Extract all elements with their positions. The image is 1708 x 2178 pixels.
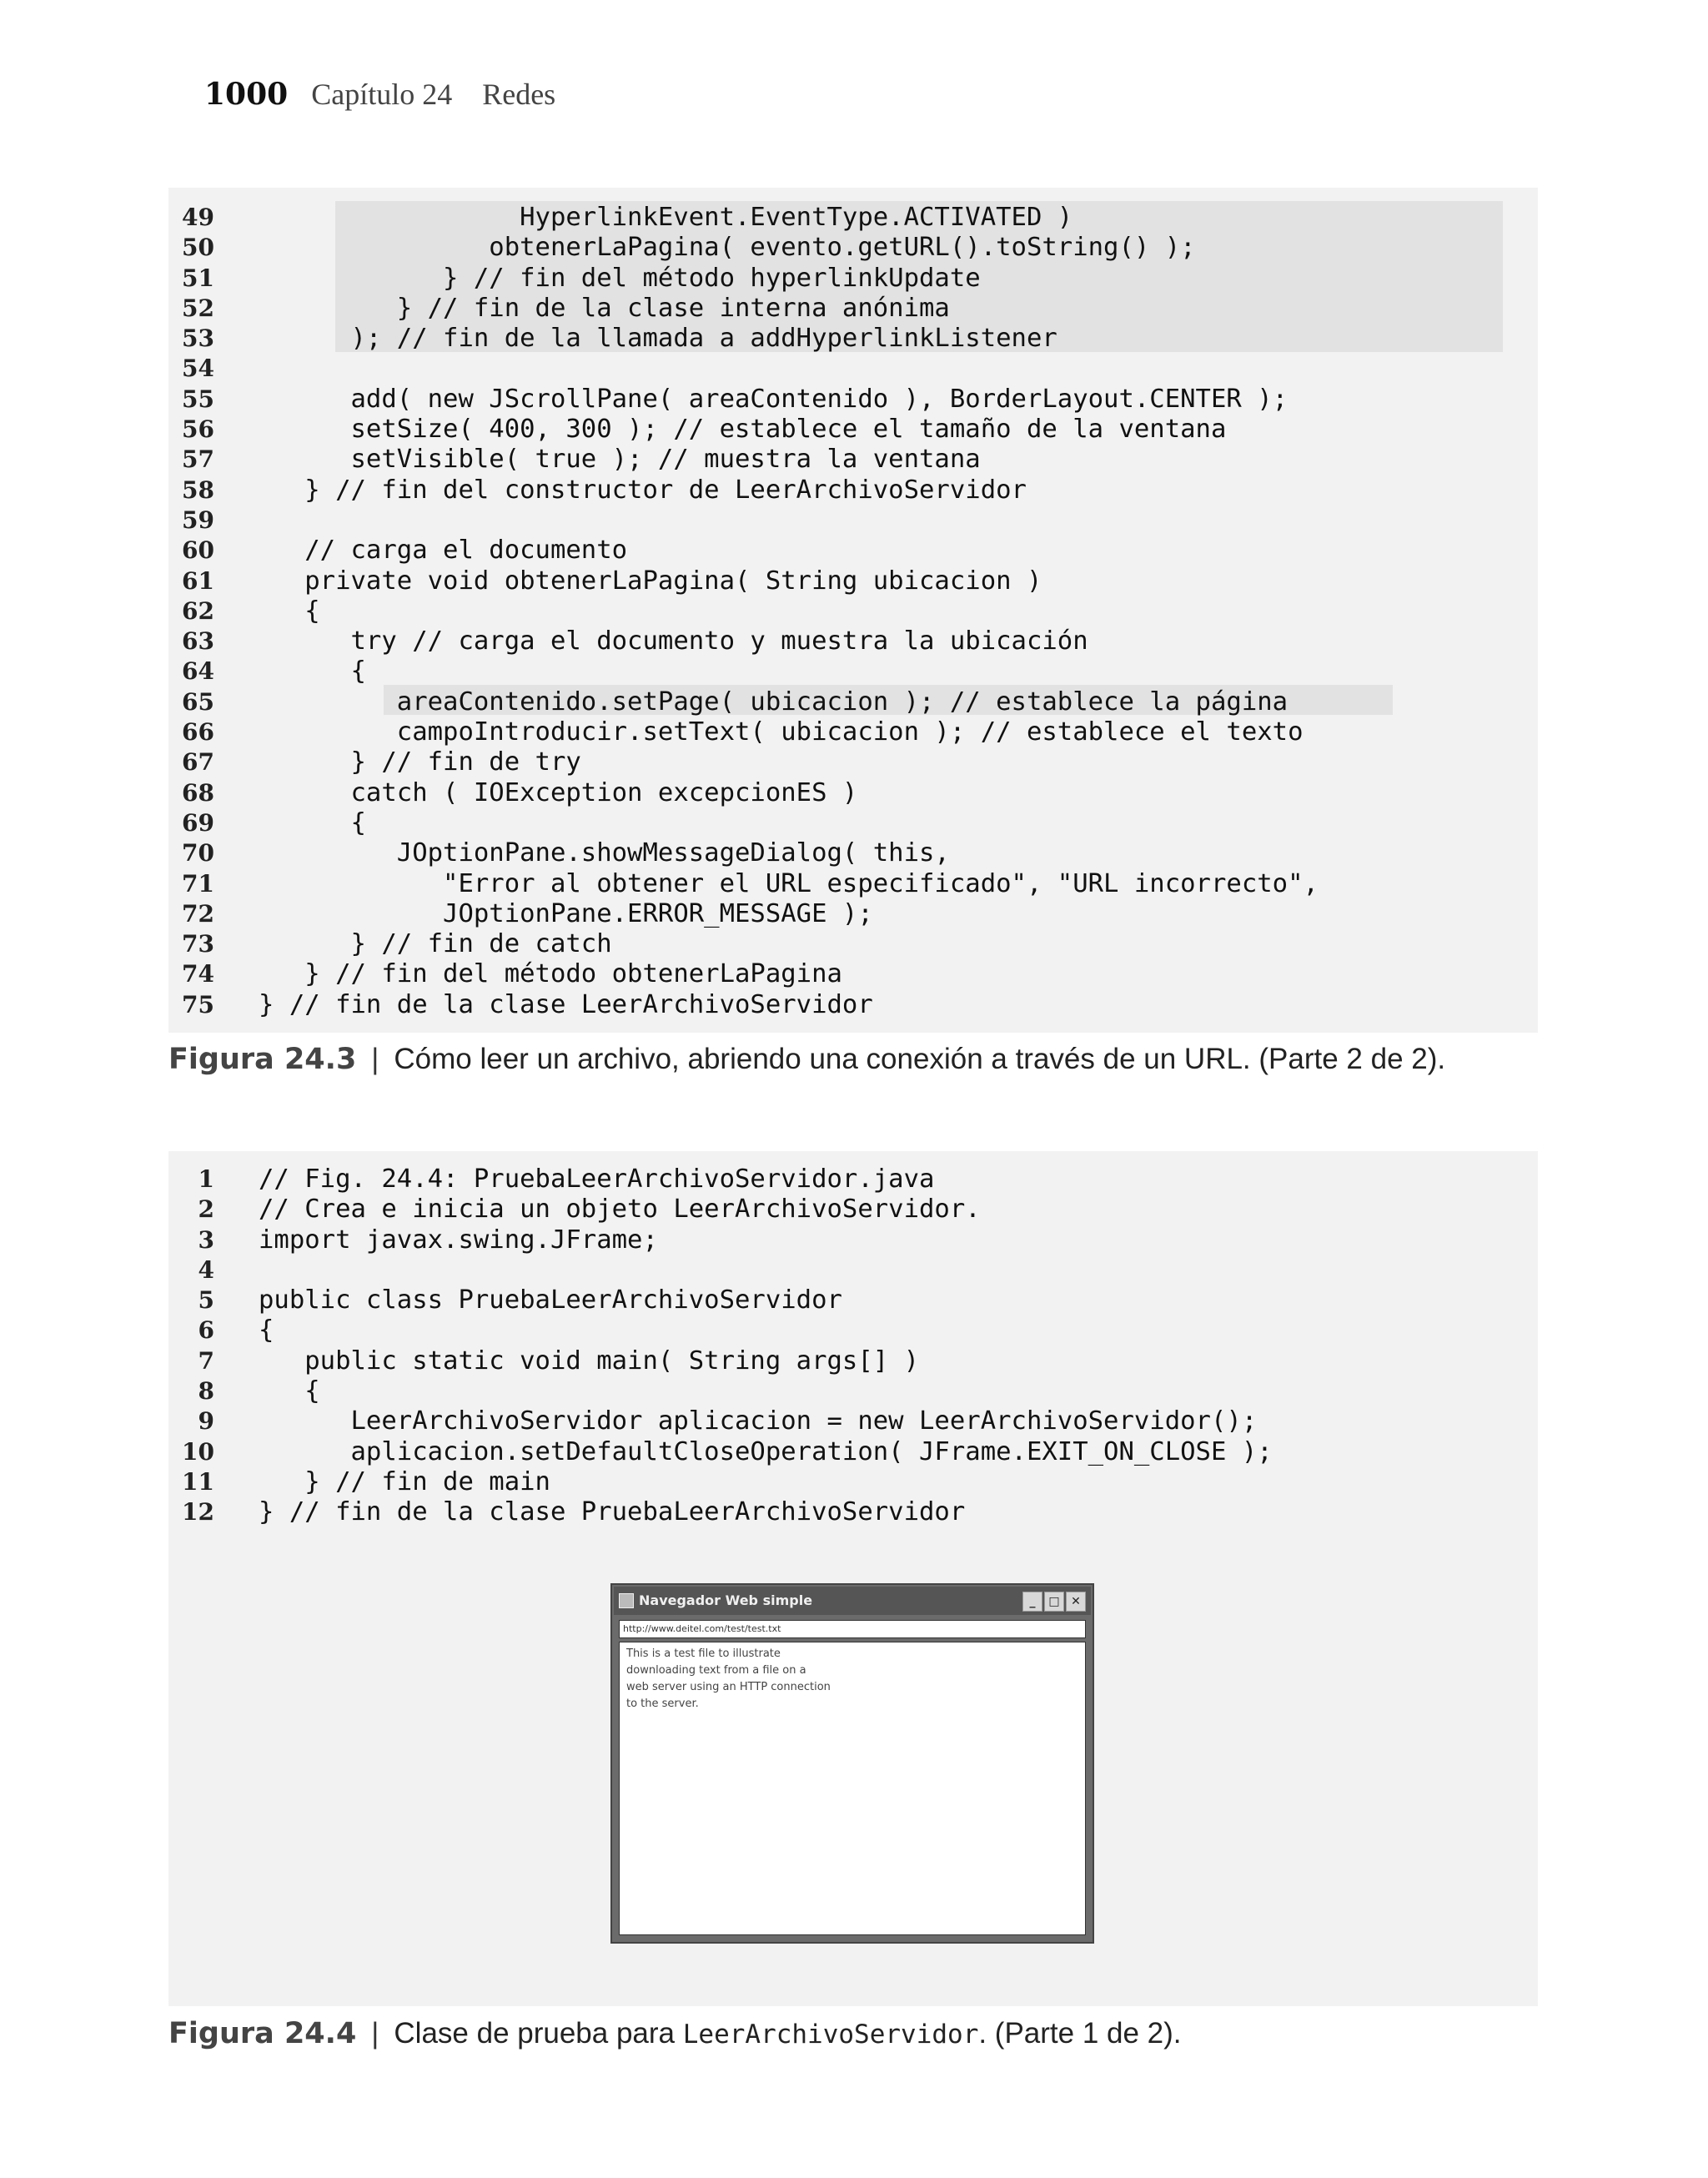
chapter-label: Capítulo 24 <box>311 78 453 111</box>
code-text: } // fin del constructor de LeerArchivoServidor <box>259 475 1027 505</box>
line-number: 68 <box>182 778 214 807</box>
code-text: { <box>259 1315 274 1346</box>
maximize-icon[interactable]: □ <box>1044 1592 1064 1612</box>
code-line <box>177 445 1538 475</box>
code-text: "Error al obtener el URL especificado", "URL incorrecto", <box>259 868 1319 898</box>
code-text: } // fin del método obtenerLaPagina <box>259 959 842 989</box>
line-number: 67 <box>182 748 214 777</box>
line-number: 6 <box>198 1316 214 1345</box>
content-area <box>619 1642 1086 1935</box>
line-number: 66 <box>182 718 214 747</box>
code-text: } // fin de catch <box>259 929 612 959</box>
line-number: 49 <box>182 204 214 231</box>
code-text: { <box>259 656 366 687</box>
line-number: 60 <box>182 536 214 565</box>
code-line <box>177 1437 1538 1467</box>
line-number: 11 <box>182 1467 214 1496</box>
code-text: catch ( IOException excepcionES ) <box>259 777 858 807</box>
line-number: 72 <box>182 899 214 928</box>
code-line <box>177 264 1538 294</box>
code-text: } // fin de main <box>259 1466 550 1496</box>
minimize-icon[interactable]: _ <box>1022 1592 1042 1612</box>
content-line: web server using an HTTP connection <box>626 1681 831 1693</box>
caption-separator: | <box>371 2017 379 2050</box>
code-line <box>177 747 1538 777</box>
code-line <box>177 1315 1538 1346</box>
code-line <box>177 1255 1538 1285</box>
code-text: } // fin de la clase LeerArchivoServidor <box>259 989 873 1019</box>
code-text: } // fin de try <box>259 747 581 777</box>
code-line <box>177 838 1538 868</box>
code-text: aplicacion.setDefaultCloseOperation( JFrame.EXIT_ON_CLOSE ); <box>259 1436 1273 1466</box>
caption-separator: | <box>371 1043 379 1075</box>
code-listing-1 <box>168 188 1538 1033</box>
caption-label: Figura 24.4 <box>168 2017 357 2050</box>
running-header <box>204 77 555 112</box>
code-text: areaContenido.setPage( ubicacion ); // establece la página <box>259 687 1289 717</box>
code-line <box>177 899 1538 929</box>
caption-text: Cómo leer un archivo, abriendo una conexión a través de un URL. (Parte 2 de 2). <box>394 1043 1446 1075</box>
browser-window-screenshot <box>610 1583 1094 1944</box>
code-text: } // fin de la clase PruebaLeerArchivoServidor <box>259 1497 966 1527</box>
code-text: } // fin de la clase interna anónima <box>259 293 950 323</box>
code-line <box>177 1467 1538 1497</box>
code-text: setSize( 400, 300 ); // establece el tamaño de la ventana <box>259 415 1227 445</box>
code-line <box>177 1164 1538 1195</box>
code-line <box>177 536 1538 566</box>
line-number: 51 <box>182 264 214 292</box>
line-number: 61 <box>182 566 214 595</box>
line-number: 54 <box>182 355 214 383</box>
line-number: 53 <box>182 324 214 353</box>
figure-caption-24-3 <box>168 1043 1445 1076</box>
code-text: public static void main( String args[] ) <box>259 1346 920 1376</box>
line-number: 8 <box>198 1377 214 1406</box>
line-number: 71 <box>182 869 214 898</box>
code-line <box>177 717 1538 747</box>
code-line <box>177 1225 1538 1255</box>
caption-text-end: . (Parte 1 de 2). <box>978 2017 1182 2050</box>
code-line <box>177 324 1538 354</box>
line-number: 75 <box>182 990 214 1019</box>
code-text: setVisible( true ); // muestra la ventana <box>259 445 981 475</box>
code-text: private void obtenerLaPagina( String ubicacion ) <box>259 566 1042 596</box>
line-number: 74 <box>182 960 214 988</box>
code-line <box>177 1376 1538 1406</box>
line-number: 56 <box>182 415 214 444</box>
line-number: 12 <box>182 1498 214 1527</box>
code-line <box>177 354 1538 384</box>
code-line <box>177 475 1538 506</box>
line-number: 64 <box>182 657 214 686</box>
code-line <box>177 687 1538 717</box>
code-lines <box>177 203 1538 1020</box>
line-number: 50 <box>182 234 214 262</box>
code-line <box>177 1497 1538 1527</box>
code-text: { <box>259 596 320 626</box>
code-line <box>177 1285 1538 1315</box>
line-number: 1 <box>198 1165 214 1193</box>
code-text: LeerArchivoServidor aplicacion = new LeerArchivoServidor(); <box>259 1406 1258 1436</box>
figure-caption-24-4 <box>168 2017 1182 2050</box>
code-text: HyperlinkEvent.EventType.ACTIVATED ) <box>259 203 1073 232</box>
code-text: campoIntroducir.setText( ubicacion ); // establece el texto <box>259 717 1304 747</box>
line-number: 9 <box>198 1407 214 1436</box>
line-number: 7 <box>198 1346 214 1375</box>
caption-label: Figura 24.3 <box>168 1043 357 1076</box>
code-text: } // fin del método hyperlinkUpdate <box>259 263 981 293</box>
code-text: JOptionPane.showMessageDialog( this, <box>259 838 950 868</box>
code-line <box>177 778 1538 808</box>
window-titlebar <box>614 1587 1091 1615</box>
code-text: { <box>259 807 366 837</box>
code-line <box>177 959 1538 989</box>
code-line <box>177 233 1538 263</box>
code-text: public class PruebaLeerArchivoServidor <box>259 1285 842 1315</box>
code-text: import javax.swing.JFrame; <box>259 1225 658 1255</box>
code-line <box>177 415 1538 445</box>
line-number: 4 <box>198 1255 214 1284</box>
code-line <box>177 203 1538 233</box>
line-number: 65 <box>182 687 214 716</box>
code-line <box>177 869 1538 899</box>
line-number: 69 <box>182 808 214 837</box>
code-line <box>177 656 1538 687</box>
code-text: { <box>259 1376 320 1406</box>
code-text: add( new JScrollPane( areaContenido ), BorderLayout.CENTER ); <box>259 384 1289 414</box>
code-text: // Fig. 24.4: PruebaLeerArchivoServidor.java <box>259 1164 935 1194</box>
code-text: obtenerLaPagina( evento.getURL().toString() ); <box>259 233 1196 263</box>
code-line <box>177 506 1538 536</box>
line-number: 3 <box>198 1225 214 1254</box>
code-text: // Crea e inicia un objeto LeerArchivoServidor. <box>259 1195 981 1225</box>
code-line <box>177 1406 1538 1436</box>
close-icon[interactable]: ✕ <box>1066 1592 1086 1612</box>
code-text: ); // fin de la llamada a addHyperlinkListener <box>259 324 1057 354</box>
code-line <box>177 596 1538 626</box>
code-line <box>177 929 1538 959</box>
caption-code: LeerArchivoServidor <box>682 2020 979 2050</box>
line-number: 58 <box>182 475 214 504</box>
page-number: 1000 <box>204 77 289 112</box>
url-input[interactable]: http://www.deitel.com/test/test.txt <box>619 1620 1086 1638</box>
code-line <box>177 385 1538 415</box>
line-number: 63 <box>182 627 214 656</box>
line-number: 2 <box>198 1195 214 1224</box>
line-number: 57 <box>182 445 214 474</box>
line-number: 52 <box>182 294 214 322</box>
line-number: 62 <box>182 596 214 625</box>
line-number: 55 <box>182 385 214 413</box>
code-line <box>177 294 1538 324</box>
content-line: to the server. <box>626 1698 699 1710</box>
line-number: 70 <box>182 839 214 868</box>
line-number: 59 <box>182 506 214 534</box>
caption-text: Clase de prueba para <box>394 2017 676 2050</box>
code-line <box>177 990 1538 1020</box>
code-line <box>177 1195 1538 1225</box>
line-number: 10 <box>182 1437 214 1466</box>
line-number: 73 <box>182 930 214 958</box>
window-title: Navegador Web simple <box>639 1592 813 1608</box>
line-number: 5 <box>198 1286 214 1315</box>
code-line <box>177 566 1538 596</box>
code-line <box>177 1346 1538 1376</box>
content-line: This is a test file to illustrate <box>626 1647 781 1660</box>
code-line <box>177 808 1538 838</box>
code-text: try // carga el documento y muestra la ubicación <box>259 626 1088 656</box>
app-icon <box>619 1593 634 1608</box>
section-label: Redes <box>482 78 556 111</box>
code-lines <box>177 1164 1538 1528</box>
content-line: downloading text from a file on a <box>626 1664 806 1677</box>
code-text: // carga el documento <box>259 536 628 566</box>
code-line <box>177 626 1538 656</box>
code-text: JOptionPane.ERROR_MESSAGE ); <box>259 898 873 928</box>
